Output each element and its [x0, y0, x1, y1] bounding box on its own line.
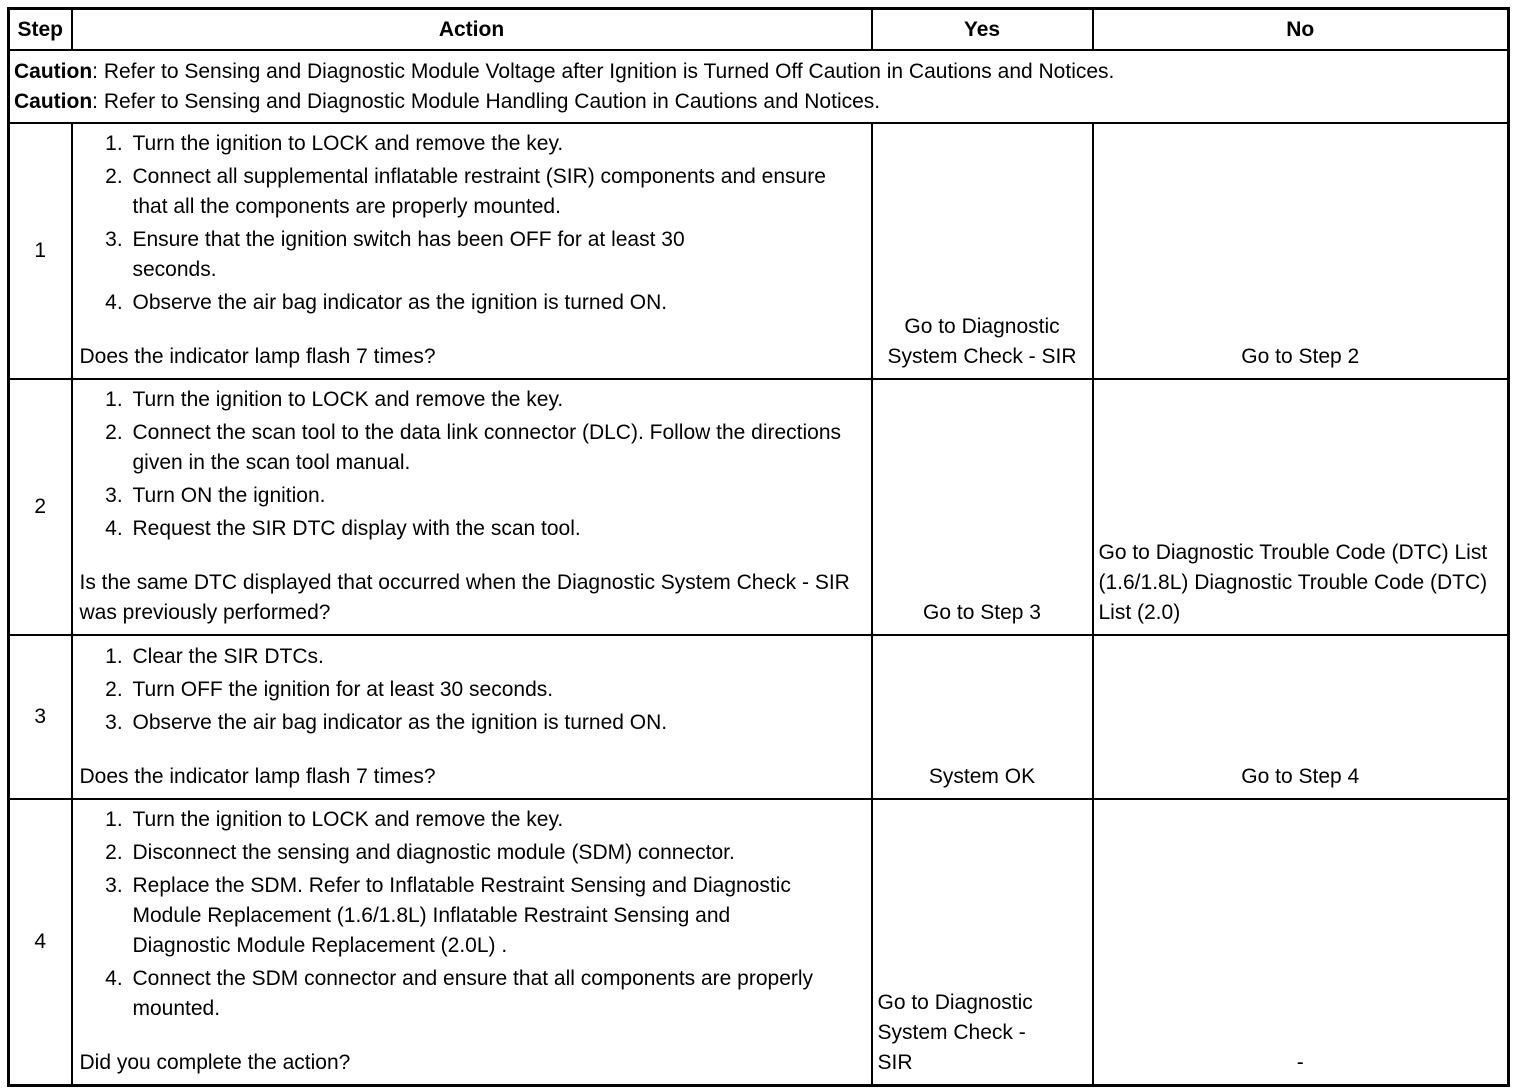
action-cell: [72, 799, 872, 1085]
action-list: [80, 385, 865, 544]
action-list: [80, 642, 865, 738]
step-number: 3: [9, 635, 72, 799]
header-action: Action: [72, 9, 872, 51]
no-result: Go to Step 4: [1093, 635, 1509, 799]
action-item: 1. Turn the ignition to LOCK and remove the key.: [129, 129, 865, 159]
action-item: 1. Turn the ignition to LOCK and remove the key.: [129, 385, 865, 415]
header-step: Step: [9, 9, 72, 51]
action-list: [80, 129, 865, 318]
caution-text: : Refer to Sensing and Diagnostic Module Handling Caution in Cautions and Notices.: [92, 90, 881, 113]
action-item: 3. Observe the air bag indicator as the ignition is turned ON.: [129, 708, 865, 738]
action-cell: [72, 635, 872, 799]
action-question: Is the same DTC displayed that occurred when the Diagnostic System Check - SIR was previously performed?: [79, 571, 850, 624]
caution-line: [14, 87, 1503, 117]
action-item: 2. Disconnect the sensing and diagnostic module (SDM) connector.: [129, 838, 865, 868]
yes-result: Go to Step 3: [872, 379, 1093, 635]
step-number: 4: [9, 799, 72, 1085]
action-item: 1. Clear the SIR DTCs.: [129, 642, 865, 672]
action-item: 3. Ensure that the ignition switch has been OFF for at least 30 seconds.: [129, 225, 865, 285]
step-number: 1: [9, 123, 72, 379]
caution-line: [14, 57, 1503, 87]
header-row: [9, 9, 1509, 51]
step-row: [9, 635, 1509, 799]
step-number: 2: [9, 379, 72, 635]
action-cell: [72, 379, 872, 635]
action-question: Did you complete the action?: [79, 1050, 351, 1074]
action-cell: [72, 123, 872, 379]
step-row: [9, 123, 1509, 379]
action-item: 3. Turn ON the ignition.: [129, 481, 865, 511]
caution-cell: [9, 50, 1509, 123]
action-item: 2. Connect all supplemental inflatable restraint (SIR) components and ensure that all the components are properly mounted.: [129, 162, 865, 222]
header-yes: Yes: [872, 9, 1093, 51]
caution-label: Caution: [14, 60, 93, 83]
action-question: Does the indicator lamp flash 7 times?: [79, 765, 436, 788]
action-question: Does the indicator lamp flash 7 times?: [79, 345, 436, 368]
no-result: Go to Step 2: [1093, 123, 1509, 379]
action-item: 4. Request the SIR DTC display with the scan tool.: [129, 514, 865, 544]
caution-text: : Refer to Sensing and Diagnostic Module Voltage after Ignition is Turned Off Caution in Cautions and Notices.: [92, 60, 1115, 83]
action-item: 2. Connect the scan tool to the data link connector (DLC). Follow the directions given in the scan tool manual.: [129, 418, 865, 478]
caution-row: [9, 50, 1509, 123]
header-no: No: [1093, 9, 1509, 51]
yes-result: System OK: [872, 635, 1093, 799]
no-result: Go to Diagnostic Trouble Code (DTC) List (1.6/1.8L) Diagnostic Trouble Code (DTC) List (2.0): [1093, 379, 1509, 635]
step-row: [9, 379, 1509, 635]
yes-result: Go to Diagnostic System Check - SIR: [872, 123, 1093, 379]
caution-label: Caution: [14, 90, 93, 113]
action-item: 3. Replace the SDM. Refer to Inflatable Restraint Sensing and Diagnostic Module Replacement (1.6/1.8L) Inflatable Restraint Sensing and Diagnostic Module Replacement (2.0L) .: [129, 871, 865, 961]
yes-result: Go to Diagnostic System Check - SIR: [872, 799, 1093, 1085]
action-item: 2. Turn OFF the ignition for at least 30 seconds.: [129, 675, 865, 705]
action-item: 1. Turn the ignition to LOCK and remove the key.: [129, 805, 865, 835]
diagnostic-table: [7, 7, 1510, 1087]
action-item: 4. Observe the air bag indicator as the ignition is turned ON.: [129, 288, 865, 318]
action-item: 4. Connect the SDM connector and ensure that all components are properly mounted.: [129, 964, 865, 1024]
no-result: -: [1093, 799, 1509, 1085]
action-list: [80, 805, 865, 1024]
step-row: [9, 799, 1509, 1085]
